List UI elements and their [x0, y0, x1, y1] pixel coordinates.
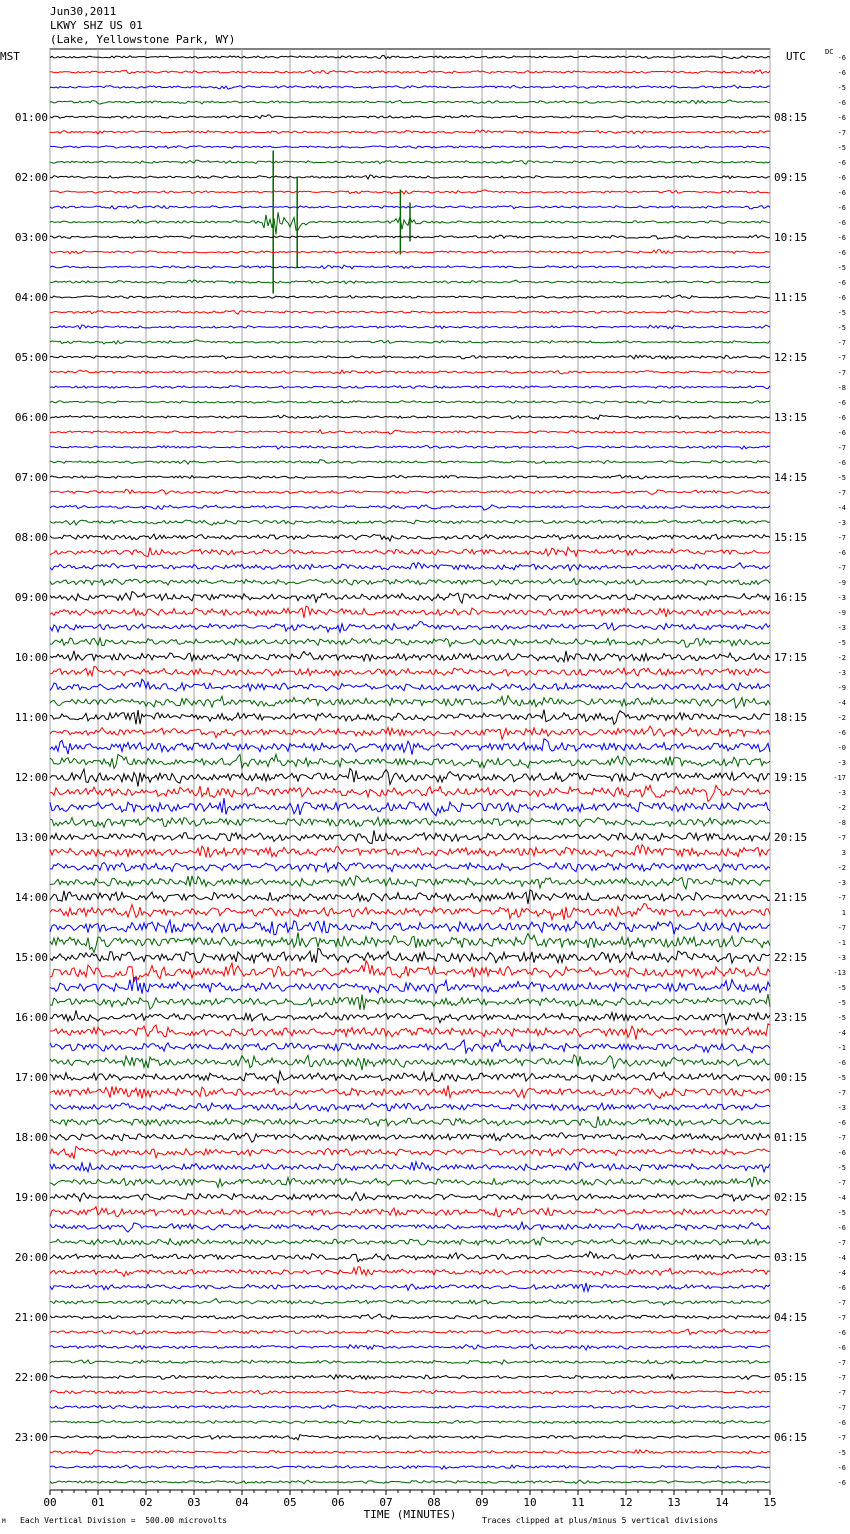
right-hour-label: 03:15	[774, 1251, 808, 1264]
seismic-trace	[50, 1390, 770, 1394]
dc-offset-label: -6	[837, 729, 846, 737]
right-hour-label: 10:15	[774, 231, 808, 244]
seismic-trace	[50, 401, 770, 404]
right-hour-label: 11:15	[774, 291, 808, 304]
seismic-trace	[50, 1192, 770, 1201]
dc-offset-label: -3	[837, 669, 846, 677]
seismic-trace	[50, 70, 770, 74]
dc-offset-label: -7	[837, 369, 846, 377]
dc-offset-header: DC	[825, 48, 834, 56]
dc-offset-label: -6	[837, 294, 846, 302]
left-hour-label: 18:00	[14, 1131, 48, 1144]
dc-offset-label: -13	[833, 969, 846, 977]
right-hour-label: 18:15	[774, 711, 808, 724]
dc-offset-label: -6	[837, 1464, 846, 1472]
left-hour-label: 05:00	[14, 351, 48, 364]
seismic-trace	[50, 265, 770, 269]
right-hour-label: 20:15	[774, 831, 808, 844]
left-hour-label: 10:00	[14, 651, 48, 664]
dc-offset-label: -6	[837, 399, 846, 407]
dc-offset-label: 1	[841, 909, 846, 917]
dc-offset-label: -9	[837, 609, 846, 617]
seismic-trace	[50, 817, 770, 827]
seismic-trace	[50, 1344, 770, 1350]
dc-offset-label: -6	[837, 429, 846, 437]
seismic-trace	[50, 475, 770, 479]
x-tick-label: 02	[139, 1496, 153, 1509]
left-hour-label: 17:00	[14, 1071, 48, 1084]
dc-offset-label: -7	[837, 564, 846, 572]
seismic-trace	[50, 1146, 770, 1159]
x-tick-label: 12	[619, 1496, 633, 1509]
dc-offset-label: -5	[837, 1209, 846, 1217]
dc-offset-label: -4	[837, 1254, 846, 1262]
dc-offset-label: -3	[837, 1104, 846, 1112]
x-tick-label: 00	[43, 1496, 57, 1509]
seismic-trace	[50, 534, 770, 541]
footer-mark: M	[2, 1518, 6, 1525]
seismic-trace	[50, 696, 770, 709]
dc-offset-label: -6	[837, 114, 846, 122]
seismic-trace	[50, 1162, 770, 1172]
right-hour-label: 04:15	[774, 1311, 808, 1324]
seismic-trace	[50, 994, 770, 1010]
seismic-trace	[50, 115, 770, 119]
dc-offset-label: -7	[837, 1134, 846, 1142]
dc-offset-label: -5	[837, 309, 846, 317]
seismic-trace	[50, 1314, 770, 1319]
seismic-trace	[50, 311, 770, 315]
dc-offset-label: -6	[837, 1479, 846, 1487]
seismic-trace	[50, 100, 770, 104]
dc-offset-label: -3	[837, 519, 846, 527]
right-hour-label: 17:15	[774, 651, 808, 664]
seismic-trace	[50, 651, 770, 662]
x-tick-label: 13	[667, 1496, 681, 1509]
dc-offset-label: -5	[837, 999, 846, 1007]
dc-offset-label: -4	[837, 1269, 846, 1277]
seismic-traces	[50, 55, 770, 1483]
dc-offset-label: -6	[837, 204, 846, 212]
right-hour-label: 22:15	[774, 951, 808, 964]
right-hour-label: 01:15	[774, 1131, 808, 1144]
dc-offset-label: -7	[837, 894, 846, 902]
seismic-trace	[50, 876, 770, 889]
seismic-trace	[50, 1374, 770, 1379]
dc-offset-label: 3	[841, 849, 846, 857]
station-location: (Lake, Yellowstone Park, WY)	[50, 33, 236, 46]
x-tick-label: 10	[523, 1496, 537, 1509]
seismic-trace	[50, 863, 770, 872]
dc-offset-label: -6	[837, 234, 846, 242]
dc-offset-label: -6	[837, 99, 846, 107]
seismic-trace	[50, 739, 770, 755]
seismic-trace	[50, 489, 770, 494]
dc-offset-label: -3	[837, 594, 846, 602]
seismic-trace	[50, 1071, 770, 1083]
seismic-trace	[50, 1040, 770, 1053]
dc-offset-label: -7	[837, 1179, 846, 1187]
dc-offset-label: -6	[837, 1419, 846, 1427]
seismic-trace	[50, 592, 770, 604]
dc-offset-label: -6	[837, 414, 846, 422]
seismic-trace	[50, 1222, 770, 1232]
dc-offset-label: -5	[837, 324, 846, 332]
dc-offset-label: -4	[837, 1029, 846, 1037]
dc-offset-label: -1	[837, 939, 846, 947]
seismic-trace	[50, 250, 770, 254]
seismic-trace	[50, 160, 770, 164]
right-hour-label: 21:15	[774, 891, 808, 904]
right-hour-label: 06:15	[774, 1431, 808, 1444]
dc-offset-label: -8	[837, 819, 846, 827]
seismic-trace	[50, 948, 770, 963]
dc-offset-label: -7	[837, 1314, 846, 1322]
right-hour-label: 14:15	[774, 471, 808, 484]
seismic-trace	[50, 578, 770, 585]
x-tick-label: 15	[763, 1496, 777, 1509]
dc-offset-label: -5	[837, 474, 846, 482]
dc-offset-label: -2	[837, 714, 846, 722]
left-hour-label: 07:00	[14, 471, 48, 484]
dc-offset-label: -7	[837, 1089, 846, 1097]
seismic-trace	[50, 1450, 770, 1455]
seismic-trace	[50, 145, 770, 148]
seismic-trace	[50, 785, 770, 801]
dc-offset-label: -8	[837, 384, 846, 392]
dc-offset-label: -2	[837, 654, 846, 662]
dc-offset-label: -6	[837, 1344, 846, 1352]
dc-offset-label: -5	[837, 1074, 846, 1082]
seismic-trace	[50, 920, 770, 935]
station-id: LKWY SHZ US 01	[50, 19, 143, 32]
seismic-trace	[50, 505, 770, 510]
left-timezone-label: MST	[0, 50, 20, 63]
dc-offset-label: -5	[837, 1449, 846, 1457]
seismic-trace	[50, 1055, 770, 1070]
right-hour-label: 12:15	[774, 351, 808, 364]
dc-offset-label: -7	[837, 834, 846, 842]
dc-offset-label: -7	[837, 534, 846, 542]
seismic-trace	[50, 798, 770, 816]
seismic-trace	[50, 85, 770, 89]
seismic-trace	[50, 769, 770, 787]
right-hour-label: 02:15	[774, 1191, 808, 1204]
seismic-trace	[50, 1103, 770, 1111]
left-hour-label: 06:00	[14, 411, 48, 424]
seismic-trace	[50, 415, 770, 419]
dc-offset-label: -3	[837, 879, 846, 887]
seismic-trace	[50, 563, 770, 571]
right-hour-label: 16:15	[774, 591, 808, 604]
dc-offset-label: -6	[837, 1149, 846, 1157]
dc-offset-label: -5	[837, 264, 846, 272]
seismic-trace	[50, 445, 770, 449]
seismic-trace	[50, 386, 770, 389]
dc-offset-label: -5	[837, 84, 846, 92]
dc-offset-label: -6	[837, 1329, 846, 1337]
seismic-trace	[50, 666, 770, 676]
left-hour-label: 19:00	[14, 1191, 48, 1204]
dc-offset-label: -6	[837, 1284, 846, 1292]
seismic-trace	[50, 355, 770, 359]
seismic-trace	[50, 830, 770, 843]
seismic-trace	[50, 1207, 770, 1217]
seismic-trace	[50, 295, 770, 298]
dc-offset-label: -3	[837, 954, 846, 962]
dc-offset-label: -2	[837, 804, 846, 812]
dc-offset-label: -3	[837, 789, 846, 797]
seismic-trace	[50, 1085, 770, 1098]
seismic-trace	[50, 726, 770, 739]
right-hour-label: 13:15	[774, 411, 808, 424]
seismic-trace	[50, 1267, 770, 1277]
dc-offset-label: -6	[837, 159, 846, 167]
seismic-trace	[50, 370, 770, 374]
left-hour-label: 12:00	[14, 771, 48, 784]
time-gridlines	[50, 49, 770, 1495]
dc-offset-label: -7	[837, 1359, 846, 1367]
seismic-trace	[50, 638, 770, 647]
dc-offset-label: -6	[837, 189, 846, 197]
seismic-trace	[50, 978, 770, 994]
dc-offset-label: -4	[837, 699, 846, 707]
left-hour-label: 20:00	[14, 1251, 48, 1264]
dc-offset-label: -6	[837, 69, 846, 77]
dc-offset-label: -7	[837, 1374, 846, 1382]
dc-offset-label: -7	[837, 339, 846, 347]
seismic-trace	[50, 1360, 770, 1365]
seismic-trace	[50, 933, 770, 953]
left-hour-label: 11:00	[14, 711, 48, 724]
seismic-trace	[50, 1177, 770, 1188]
left-hour-label: 08:00	[14, 531, 48, 544]
dc-offset-label: -17	[833, 774, 846, 782]
dc-offset-label: -7	[837, 1389, 846, 1397]
seismic-trace	[50, 961, 770, 982]
dc-offset-label: -6	[837, 219, 846, 227]
dc-offset-label: -6	[837, 174, 846, 182]
seismic-trace	[50, 340, 770, 344]
right-hour-label: 00:15	[774, 1071, 808, 1084]
right-hour-label: 23:15	[774, 1011, 808, 1024]
seismic-trace	[50, 175, 770, 179]
dc-offset-label: -5	[837, 144, 846, 152]
dc-offset-label: -6	[837, 249, 846, 257]
seismic-trace	[50, 1010, 770, 1024]
dc-offset-label: -3	[837, 759, 846, 767]
right-timezone-label: UTC	[786, 50, 806, 63]
x-tick-label: 04	[235, 1496, 249, 1509]
x-tick-label: 07	[379, 1496, 393, 1509]
seismic-trace	[50, 325, 770, 329]
seismic-trace	[50, 280, 770, 284]
seismic-trace	[50, 1420, 770, 1423]
dc-offset-label: -9	[837, 684, 846, 692]
dc-offset-label: -1	[837, 1044, 846, 1052]
left-hour-label: 04:00	[14, 291, 48, 304]
dc-offset-label: -3	[837, 624, 846, 632]
left-hour-label: 02:00	[14, 171, 48, 184]
dc-offset-label: -6	[837, 54, 846, 62]
dc-offset-label: -7	[837, 1299, 846, 1307]
seismic-trace	[50, 190, 770, 194]
dc-offset-label: -7	[837, 444, 846, 452]
x-tick-label: 11	[571, 1496, 585, 1509]
seismic-trace	[50, 1465, 770, 1469]
seismic-trace	[50, 1116, 770, 1127]
left-hour-label: 21:00	[14, 1311, 48, 1324]
seismic-trace	[50, 430, 770, 434]
dc-offset-label: -6	[837, 1119, 846, 1127]
left-hour-label: 23:00	[14, 1431, 48, 1444]
dc-offset-label: -5	[837, 984, 846, 992]
seismic-trace	[50, 1133, 770, 1143]
dc-offset-label: -7	[837, 1404, 846, 1412]
seismic-trace	[50, 55, 770, 58]
dc-offset-label: -5	[837, 1164, 846, 1172]
x-tick-label: 09	[475, 1496, 489, 1509]
left-hour-label: 03:00	[14, 231, 48, 244]
dc-offset-label: -7	[837, 1239, 846, 1247]
dc-offset-label: -4	[837, 1194, 846, 1202]
dc-offset-label: -6	[837, 279, 846, 287]
seismic-trace	[50, 460, 770, 464]
seismic-trace	[50, 520, 770, 525]
dc-offset-label: -4	[837, 504, 846, 512]
seismic-trace	[50, 1299, 770, 1306]
seismic-trace	[50, 1405, 770, 1409]
seismic-trace	[50, 1252, 770, 1262]
right-hour-label: 08:15	[774, 111, 808, 124]
x-tick-label: 05	[283, 1496, 297, 1509]
x-tick-label: 08	[427, 1496, 441, 1509]
dc-offset-label: -6	[837, 1224, 846, 1232]
seismic-trace	[50, 1480, 770, 1484]
seismic-trace	[50, 845, 770, 858]
dc-offset-label: -7	[837, 489, 846, 497]
seismic-trace	[50, 1238, 770, 1246]
left-hour-label: 22:00	[14, 1371, 48, 1384]
seismic-trace	[50, 1024, 770, 1040]
dc-offset-label: -2	[837, 864, 846, 872]
scale-note: Each Vertical Division = 500.00 microvolts	[20, 1516, 228, 1525]
clipping-note: Traces clipped at plus/minus 5 vertical divisions	[482, 1516, 719, 1525]
x-tick-label: 03	[187, 1496, 201, 1509]
seismic-trace	[50, 606, 770, 618]
dc-offset-label: -9	[837, 579, 846, 587]
x-axis-title: TIME (MINUTES)	[363, 1508, 457, 1521]
x-tick-label: 01	[91, 1496, 105, 1509]
seismic-trace	[50, 130, 770, 134]
dc-offset-label: -0	[837, 744, 846, 752]
seismic-trace	[50, 890, 770, 904]
dc-offset-label: -5	[837, 1014, 846, 1022]
dc-offset-label: -6	[837, 549, 846, 557]
dc-offset-label: -5	[837, 639, 846, 647]
seismic-trace	[50, 622, 770, 633]
x-tick-label: 06	[331, 1496, 345, 1509]
dc-offset-label: -7	[837, 354, 846, 362]
dc-offset-label: -6	[837, 1059, 846, 1067]
right-hour-label: 09:15	[774, 171, 808, 184]
left-hour-label: 09:00	[14, 591, 48, 604]
plot-date: Jun30,2011	[50, 5, 117, 18]
left-hour-label: 16:00	[14, 1011, 48, 1024]
dc-offset-label: -6	[837, 459, 846, 467]
left-hour-label: 15:00	[14, 951, 48, 964]
dc-offset-label: -7	[837, 1434, 846, 1442]
seismic-trace	[50, 754, 770, 768]
right-hour-label: 19:15	[774, 771, 808, 784]
dc-offset-label: -7	[837, 129, 846, 137]
seismic-trace	[50, 1283, 770, 1291]
left-hour-label: 01:00	[14, 111, 48, 124]
left-hour-label: 13:00	[14, 831, 48, 844]
right-hour-label: 15:15	[774, 531, 808, 544]
seismic-trace	[50, 1435, 770, 1440]
right-hour-label: 05:15	[774, 1371, 808, 1384]
seismic-trace	[50, 679, 770, 691]
seismic-trace	[50, 904, 770, 920]
plot-frame	[50, 49, 770, 1490]
dc-offset-label: -7	[837, 924, 846, 932]
seismic-trace	[50, 710, 770, 725]
seismic-trace	[50, 547, 770, 556]
x-tick-label: 14	[715, 1496, 729, 1509]
left-hour-label: 14:00	[14, 891, 48, 904]
seismic-trace	[50, 1329, 770, 1335]
